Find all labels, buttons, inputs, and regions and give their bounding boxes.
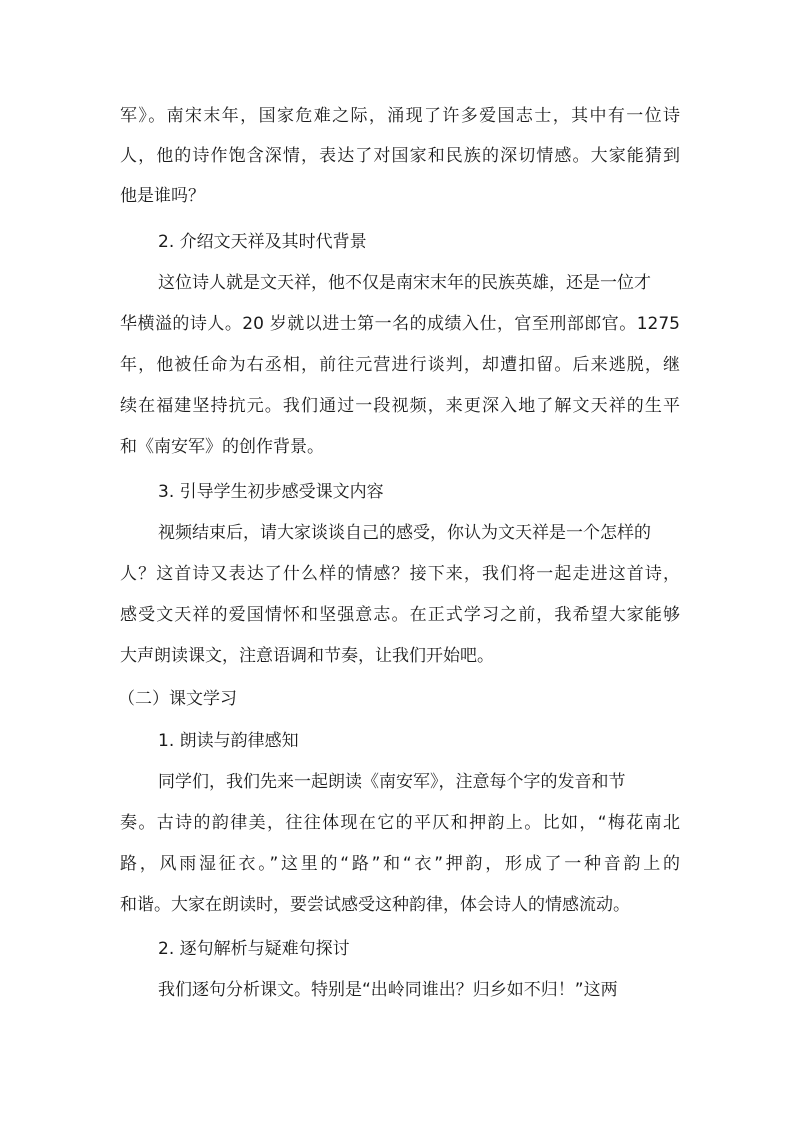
- paragraph-line: 这位诗人就是文天祥，他不仅是南宋末年的民族英雄，还是一位才: [158, 273, 651, 293]
- paragraph-line: 华横溢的诗人。20 岁就以进士第一名的成绩入仕，官至刑部郎官。1275: [120, 314, 680, 334]
- subheading-2: 2. 介绍文天祥及其时代背景: [158, 232, 367, 252]
- paragraph-line: 我们逐句分析课文。特别是“出岭同谁出？归乡如不归！”这两: [158, 980, 618, 1000]
- paragraph-line: 和谐。大家在朗读时，要尝试感受这种韵律，体会诗人的情感流动。: [120, 895, 630, 915]
- paragraph-line: 奏。古诗的韵律美，往往体现在它的平仄和押韵上。比如，“梅花南北: [120, 813, 680, 833]
- subheading-2b: 2. 逐句解析与疑难句探讨: [158, 939, 350, 959]
- paragraph-line: 大声朗读课文，注意语调和节奏，让我们开始吧。: [120, 646, 494, 666]
- paragraph-line: 军》。南宋末年，国家危难之际，涌现了许多爱国志士，其中有一位诗: [120, 106, 680, 126]
- subheading-3: 3. 引导学生初步感受课文内容: [158, 482, 384, 502]
- paragraph-line: 人？这首诗又表达了什么样的情感？接下来，我们将一起走进这首诗，: [120, 564, 680, 584]
- section-heading: （二）课文学习: [118, 689, 237, 709]
- subheading-1: 1. 朗读与韵律感知: [158, 731, 299, 751]
- paragraph-line: 路，风雨湿征衣。”这里的“路”和“衣”押韵，形成了一种音韵上的: [120, 854, 680, 874]
- paragraph-line: 人，他的诗作饱含深情，表达了对国家和民族的深切情感。大家能猜到: [120, 146, 680, 166]
- paragraph-line: 他是谁吗？: [120, 186, 205, 206]
- paragraph-line: 年，他被任命为右丞相，前往元营进行谈判，却遭扣留。后来逃脱，继: [120, 355, 680, 375]
- paragraph-line: 续在福建坚持抗元。我们通过一段视频，来更深入地了解文天祥的生平: [120, 396, 680, 416]
- paragraph-line: 同学们，我们先来一起朗读《南安军》，注意每个字的发音和节: [158, 772, 626, 792]
- paragraph-line: 视频结束后，请大家谈谈自己的感受，你认为文天祥是一个怎样的: [158, 523, 651, 543]
- paragraph-line: 和《南安军》的创作背景。: [120, 437, 324, 457]
- paragraph-line: 感受文天祥的爱国情怀和坚强意志。在正式学习之前，我希望大家能够: [120, 605, 680, 625]
